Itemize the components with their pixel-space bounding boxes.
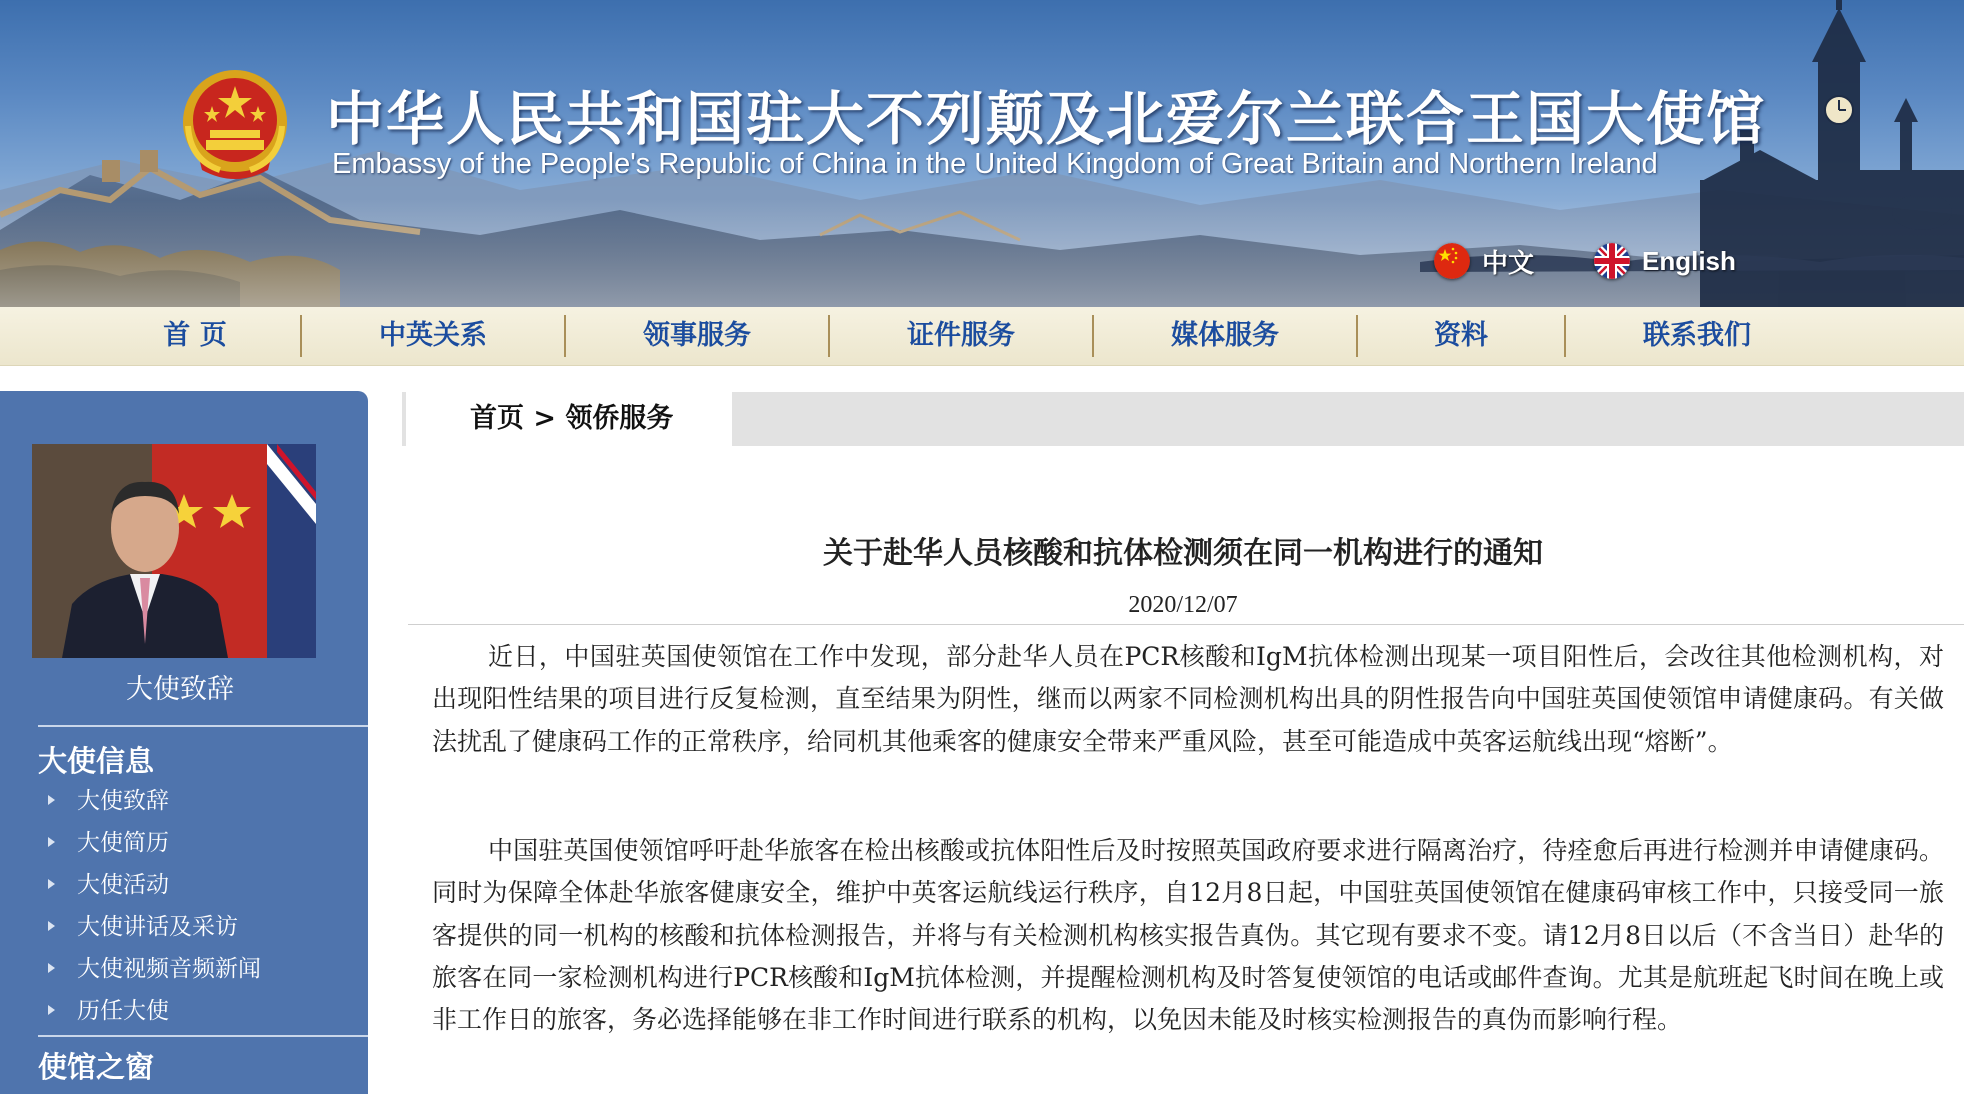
nav-item-home[interactable]: 首 页 [163,320,227,351]
sidebar-divider [38,1035,368,1037]
sidebar-item-label: 历任大使 [77,998,169,1024]
nav-item-china-uk-relations[interactable]: 中英关系 [379,320,487,351]
nav-item-media-services[interactable]: 媒体服务 [1171,320,1279,351]
sidebar-section-embassy-window[interactable]: 使馆之窗 [38,1050,155,1084]
sidebar-item-label: 大使活动 [77,872,169,898]
china-flag-icon [1434,243,1470,279]
sidebar-item-label: 大使致辞 [77,788,169,814]
language-chinese-link[interactable] [1434,243,1534,279]
photo-caption[interactable]: 大使致辞 [126,674,234,705]
sidebar-item-label: 大使讲话及采访 [77,914,238,940]
language-chinese-label: 中文 [1482,247,1535,278]
header-banner [0,0,1964,307]
sidebar [0,391,368,1094]
article-paragraph: 中国驻英国使领馆呼吁赴华旅客在检出核酸或抗体阳性后及时按照英国政府要求进行隔离治疗，待痊愈后再进行检测并申请健康码。同时为保障全体赴华旅客健康安全，维护中英客运航线运行秩序，自12月8日起，中国驻英国使领馆在健康码审核工作中，只接受同一旅客提供的同一机构的核酸和抗体检测报告，并将与有关检测机构核实报告真伪。其它现有要求不变。请12月8日以后（不含当日）赴华的旅客在同一家检测机构进行PCR核酸和IgM抗体检测，并提醒检测机构及时答复使领馆的电话或邮件查询。尤其是航班起飞时间在晚上或非工作日的旅客，务必选择能够在非工作时间进行联系的机构，以免因未能及时核实检测报告的真伪而影响行程。 [432,836,1944,1035]
article-title: 关于赴华人员核酸和抗体检测须在同一机构进行的通知 [823,536,1543,571]
breadcrumb-current-link[interactable]: 领侨服务 [565,403,674,434]
nav-item-contact-us[interactable]: 联系我们 [1643,320,1751,351]
main-navigation [0,307,1964,366]
article-date: 2020/12/07 [1128,592,1238,618]
ambassador-photo[interactable] [32,444,316,658]
sidebar-section-ambassador-info[interactable]: 大使信息 [38,744,155,778]
article-paragraph: 近日，中国驻英国使领馆在工作中发现，部分赴华人员在PCR核酸和IgM抗体检测出现某一项目阳性后，会改往其他检测机构，对出现阳性结果的项目进行反复检测，直至结果为阴性，继而以两家不同检测机构出具的阴性报告向中国驻英国使领馆申请健康码。有关做法扰乱了健康码工作的正常秩序，给同机其他乘客的健康安全带来严重风险，甚至可能造成中英客运航线出现“熔断”。 [432,642,1944,756]
triangle-right-icon [48,795,55,805]
sidebar-item-ambassador-speech[interactable] [48,784,169,818]
sidebar-item-label: 大使视频音频新闻 [77,956,261,982]
sidebar-item-label: 大使简历 [77,830,169,856]
nav-item-resources[interactable]: 资料 [1434,320,1488,351]
triangle-right-icon [48,1005,55,1015]
sidebar-item-ambassador-resume[interactable] [48,826,169,860]
embassy-title-chinese: 中华人民共和国驻大不列颠及北爱尔兰联合王国大使馆 [326,85,1767,153]
sidebar-item-video-audio-news[interactable] [48,952,261,986]
article-divider [408,624,1964,625]
sidebar-item-ambassador-activities[interactable] [48,868,169,902]
sidebar-divider [38,725,368,727]
triangle-right-icon [48,921,55,931]
national-emblem-icon [180,66,290,184]
uk-flag-icon [1594,243,1630,279]
nav-item-document-services[interactable]: 证件服务 [907,320,1015,351]
triangle-right-icon [48,837,55,847]
triangle-right-icon [48,879,55,889]
breadcrumb-home-link[interactable]: 首页 [470,403,524,434]
embassy-title-english: Embassy of the People's Republic of China in the United Kingdom of Great Britain and Northern Ireland [332,148,1658,180]
language-english-link[interactable] [1594,243,1736,279]
sidebar-item-former-ambassadors[interactable] [48,994,169,1028]
breadcrumb [470,392,673,446]
sidebar-item-speeches-interviews[interactable] [48,910,238,944]
ambassador-portrait-image [32,444,316,658]
triangle-right-icon [48,963,55,973]
nav-item-consular-services[interactable]: 领事服务 [643,320,751,351]
language-english-label: English [1642,245,1736,276]
breadcrumb-separator: > [524,403,566,434]
